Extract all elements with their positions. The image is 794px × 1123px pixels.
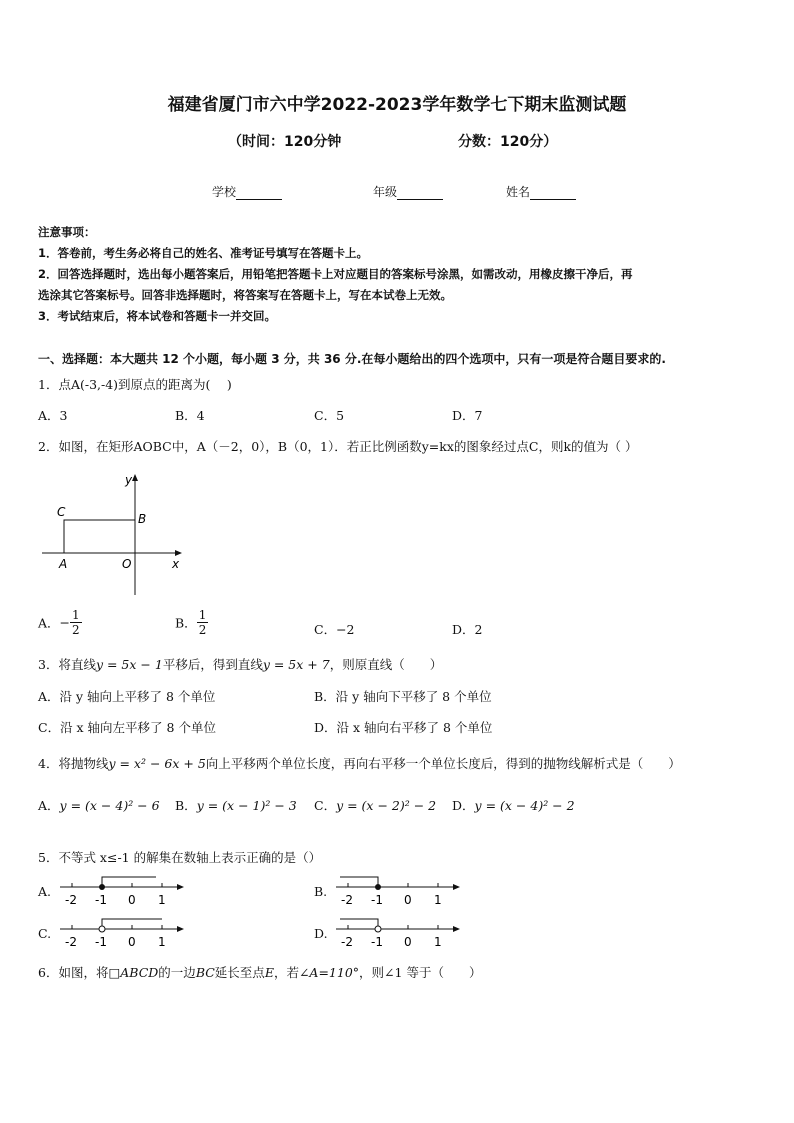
q4-stem-part2: 向上平移两个单位长度，再向右平移一个单位长度后，得到的抛物线解析式是（ ） bbox=[205, 756, 681, 771]
q1-option-b[interactable]: B．4 bbox=[175, 408, 205, 423]
q2-option-a-sign: − bbox=[59, 615, 71, 630]
q5-number-line-d bbox=[334, 915, 464, 951]
tick-label: 1 bbox=[158, 935, 166, 949]
q1-option-c[interactable]: C．5 bbox=[314, 408, 345, 423]
point-c-label: C bbox=[57, 505, 66, 519]
tick-label: -1 bbox=[95, 893, 107, 907]
q5-number-line-b bbox=[334, 873, 464, 909]
q5-number-line-a bbox=[58, 873, 188, 909]
q6-stem-part3: 延长至点 bbox=[214, 965, 265, 980]
point-o-label: O bbox=[122, 557, 132, 571]
q3-stem-part2: 平移后，得到直线 bbox=[162, 657, 263, 672]
q5-option-b-label[interactable]: B. bbox=[314, 884, 328, 899]
q5-a-solution-ray bbox=[102, 877, 156, 887]
q3-option-a[interactable]: A．沿 y 轴向上平移了 8 个单位 bbox=[38, 689, 216, 704]
q5-option-a-label[interactable]: A. bbox=[38, 884, 52, 899]
school-label: 学校 bbox=[212, 185, 237, 199]
q3-option-d[interactable]: D．沿 x 轴向右平移了 8 个单位 bbox=[314, 720, 493, 735]
q3-option-b[interactable]: B．沿 y 轴向下平移了 8 个单位 bbox=[314, 689, 492, 704]
q5-a-closed-point bbox=[99, 884, 105, 890]
q2-option-a[interactable] bbox=[38, 608, 82, 637]
q2-option-a-denominator: 2 bbox=[72, 623, 80, 637]
q2-option-b-denominator: 2 bbox=[198, 623, 207, 637]
q4-option-b-text: y = (x − 1)² − 3 bbox=[196, 798, 297, 813]
tick-label: 0 bbox=[128, 935, 136, 949]
exam-title: 福建省厦门市六中学2022-2023学年数学七下期末监测试题 bbox=[167, 95, 627, 115]
notice-item-3: 3．考试结束后，将本试卷和答题卡一并交回。 bbox=[38, 309, 276, 323]
tick-label: -2 bbox=[341, 935, 353, 949]
q4-option-c[interactable] bbox=[314, 796, 436, 814]
q6-angle-a: ∠A=110° bbox=[298, 965, 360, 980]
q1-option-d[interactable]: D．7 bbox=[452, 408, 483, 423]
q1-stem: 1．点A(-3,-4)到原点的距离为( ) bbox=[38, 377, 232, 392]
q4-option-a-text: y = (x − 4)² − 6 bbox=[59, 798, 160, 813]
q4-option-b[interactable] bbox=[175, 796, 297, 814]
q2-option-b-numerator: 1 bbox=[198, 608, 207, 622]
tick-label: 1 bbox=[434, 893, 442, 907]
name-field bbox=[506, 183, 576, 200]
tick-label: -2 bbox=[341, 893, 353, 907]
q4-option-a-label: A． bbox=[38, 798, 60, 813]
q5-option-c-label[interactable]: C. bbox=[38, 926, 52, 941]
y-label: y bbox=[125, 473, 133, 487]
q2-option-b-label: B． bbox=[175, 615, 197, 631]
q4-option-d-text: y = (x − 4)² − 2 bbox=[474, 798, 575, 813]
q2-option-a-numerator: 1 bbox=[72, 608, 80, 622]
q5-number-line-c bbox=[58, 915, 188, 951]
tick-label: 1 bbox=[434, 935, 442, 949]
school-blank[interactable] bbox=[236, 187, 282, 200]
q3-stem-part1: 3．将直线 bbox=[38, 657, 96, 672]
name-label: 姓名 bbox=[506, 185, 531, 199]
q6-stem-part1: 6．如图，将 bbox=[38, 965, 109, 980]
q4-option-b-label: B． bbox=[175, 798, 197, 813]
notice-item-2b: 选涂其它答案标号。回答非选择题时，将答案写在答题卡上，写在本试卷上无效。 bbox=[38, 288, 452, 302]
tick-label: 1 bbox=[158, 893, 166, 907]
q4-equation: y = x² − 6x + 5 bbox=[108, 756, 206, 771]
q4-option-a[interactable] bbox=[38, 796, 160, 814]
notice-heading: 注意事项： bbox=[38, 225, 96, 239]
tick-label: -2 bbox=[65, 935, 77, 949]
q3-stem bbox=[38, 655, 442, 673]
q5-b-closed-point bbox=[375, 884, 381, 890]
school-field bbox=[212, 183, 282, 200]
q1-option-a[interactable]: A．3 bbox=[38, 408, 68, 423]
rectangle-aobc bbox=[64, 520, 135, 553]
q3-option-c[interactable]: C．沿 x 轴向左平移了 8 个单位 bbox=[38, 720, 216, 735]
q5-option-d-label[interactable]: D. bbox=[314, 926, 328, 941]
q4-stem-part1: 4．将抛物线 bbox=[38, 756, 109, 771]
x-axis-arrow bbox=[175, 550, 182, 556]
q5-stem: 5．不等式 x≤-1 的解集在数轴上表示正确的是（） bbox=[38, 850, 322, 865]
q2-option-a-fraction bbox=[70, 608, 82, 637]
tick-label: -2 bbox=[65, 893, 77, 907]
q3-equation-1: y = 5x − 1 bbox=[95, 657, 163, 672]
q2-option-b-fraction bbox=[197, 608, 209, 637]
q3-stem-part3: ，则原直线（ ） bbox=[329, 657, 443, 672]
q4-stem bbox=[38, 754, 681, 772]
section-heading: 一、选择题：本大题共 12 个小题，每小题 3 分，共 36 分.在每小题给出的四个选项中，只有一项是符合题目要求的. bbox=[38, 352, 666, 366]
q2-figure bbox=[38, 470, 188, 600]
tick-label: 0 bbox=[128, 893, 136, 907]
tick-label: 0 bbox=[404, 893, 412, 907]
q5-d-solution-ray bbox=[340, 919, 378, 929]
notice-item-2a: 2．回答选择题时，选出每小题答案后，用铅笔把答题卡上对应题目的答案标号涂黑，如需改动，用橡皮擦干净后，再 bbox=[38, 267, 633, 281]
q4-option-d[interactable] bbox=[452, 796, 575, 814]
q6-stem-part4: ，若 bbox=[273, 965, 299, 980]
point-b-label: B bbox=[138, 512, 147, 526]
exam-score: 分数：120分） bbox=[458, 134, 558, 150]
tick-label: 0 bbox=[404, 935, 412, 949]
grade-field bbox=[373, 183, 443, 200]
q5-b-solution-ray bbox=[340, 877, 378, 887]
y-axis-arrow bbox=[132, 474, 138, 481]
q2-option-a-label: A． bbox=[38, 615, 60, 631]
q6-stem-part2: 的一边 bbox=[158, 965, 196, 980]
q6-point-e: E bbox=[264, 965, 274, 980]
tick-label: -1 bbox=[371, 893, 383, 907]
q5-c-open-point bbox=[99, 926, 105, 932]
q4-option-c-text: y = (x − 2)² − 2 bbox=[336, 798, 437, 813]
tick-label: -1 bbox=[371, 935, 383, 949]
q6-segment-bc: BC bbox=[195, 965, 215, 980]
x-label: x bbox=[172, 557, 180, 571]
q4-option-c-label: C． bbox=[314, 798, 337, 813]
q2-stem: 2．如图，在矩形AOBC中，A（－2，0），B（0，1）．若正比例函数y=kx的图象经过点C，则k的值为（ ） bbox=[38, 439, 638, 454]
tick-label: -1 bbox=[95, 935, 107, 949]
grade-label: 年级 bbox=[373, 185, 398, 199]
notice-item-1: 1．答卷前，考生务必将自己的姓名、准考证号填写在答题卡上。 bbox=[38, 246, 368, 260]
grade-blank[interactable] bbox=[397, 187, 443, 200]
q4-option-d-label: D． bbox=[452, 798, 475, 813]
name-blank[interactable] bbox=[530, 187, 576, 200]
q2-option-c[interactable]: C．−2 bbox=[314, 622, 355, 637]
q6-stem bbox=[38, 963, 481, 981]
q6-stem-part5: ，则∠1 等于（ ） bbox=[359, 965, 482, 980]
q5-d-open-point bbox=[375, 926, 381, 932]
q2-option-d[interactable]: D．2 bbox=[452, 622, 483, 637]
point-a-label: A bbox=[59, 557, 68, 571]
q6-shape: □ABCD bbox=[108, 965, 159, 980]
exam-time: （时间：120分钟 bbox=[228, 134, 342, 150]
q2-option-b[interactable] bbox=[175, 608, 208, 637]
q3-equation-2: y = 5x + 7 bbox=[262, 657, 330, 672]
